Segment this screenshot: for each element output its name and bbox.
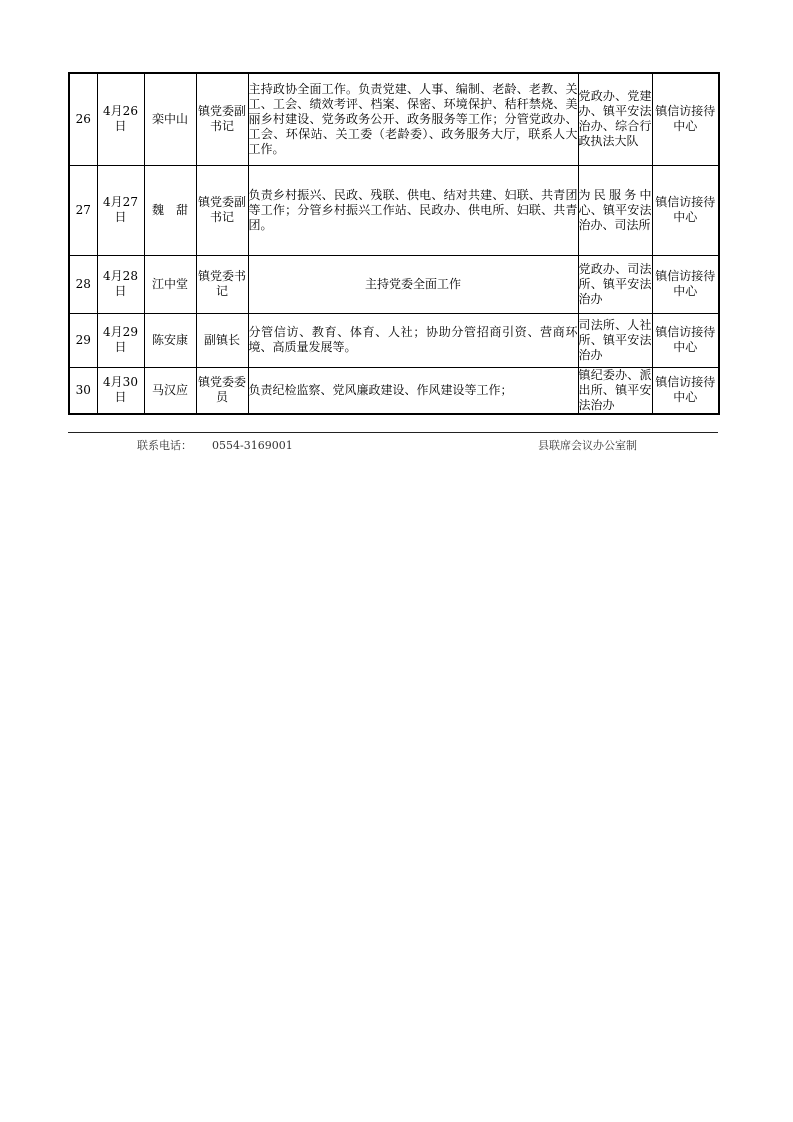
table-row [69,313,719,367]
date-cell: 4月28日 [97,255,144,313]
reception-schedule-table [68,72,720,415]
location-cell: 镇信访接待中心 [652,313,719,367]
location-cell: 镇信访接待中心 [652,165,719,255]
duties-cell: 分管信访、教育、体育、人社；协助分管招商引资、营商环境、高质量发展等。 [248,313,578,367]
row-number-cell: 26 [69,73,97,165]
title-cell: 副镇长 [196,313,248,367]
title-cell: 镇党委委员 [196,367,248,414]
title-cell: 镇党委副书记 [196,165,248,255]
name-cell: 栾中山 [144,73,196,165]
table-row [69,255,719,313]
title-cell: 镇党委书记 [196,255,248,313]
duties-cell: 负责纪检监察、党风廉政建设、作风建设等工作； [248,367,578,414]
name-cell: 江中堂 [144,255,196,313]
footer-divider [68,432,718,433]
contact-dept-cell: 镇纪委办、派出所、镇平安法治办 [578,367,652,412]
contact-dept-cell: 党政办、司法所、镇平安法治办 [578,255,652,313]
footer-issuer: 县联席会议办公室制 [538,439,637,452]
duties-cell: 负责乡村振兴、民政、残联、供电、结对共建、妇联、共青团等工作；分管乡村振兴工作站、民政办、供电所、妇联、共青团。 [248,165,578,255]
footer-phone-label: 联系电话： [137,439,192,452]
footer-phone-number: 0554-3169001 [212,439,293,452]
table-row [69,165,719,255]
contact-dept-cell: 为民服务中心、镇平安法治办、司法所 [578,165,652,255]
row-number-cell: 28 [69,255,97,313]
row-number-cell: 30 [69,367,97,414]
date-cell: 4月27日 [97,165,144,255]
name-cell: 陈安康 [144,313,196,367]
name-cell: 马汉应 [144,367,196,414]
row-number-cell: 29 [69,313,97,367]
location-cell: 镇信访接待中心 [652,255,719,313]
row-number-cell: 27 [69,165,97,255]
table-row [69,367,719,414]
date-cell: 4月29日 [97,313,144,367]
contact-dept-cell: 党政办、党建办、镇平安法治办、综合行政执法大队 [578,73,652,165]
location-cell: 镇信访接待中心 [652,367,719,414]
title-cell: 镇党委副书记 [196,73,248,165]
location-cell: 镇信访接待中心 [652,73,719,165]
duties-cell: 主持政协全面工作。负责党建、人事、编制、老龄、老教、关工、工会、绩效考评、档案、保密、环境保护、秸秆禁烧、美丽乡村建设、党务政务公开、政务服务等工作；分管党政办、工会、环保站、关工委（老龄委）、政务服务大厅，联系人大工作。 [248,73,578,165]
date-cell: 4月30日 [97,367,144,414]
duties-cell: 主持党委全面工作 [248,255,578,313]
table-row [69,73,719,165]
contact-dept-cell: 司法所、人社所、镇平安法治办 [578,313,652,367]
date-cell: 4月26日 [97,73,144,165]
name-cell: 魏 甜 [144,165,196,255]
